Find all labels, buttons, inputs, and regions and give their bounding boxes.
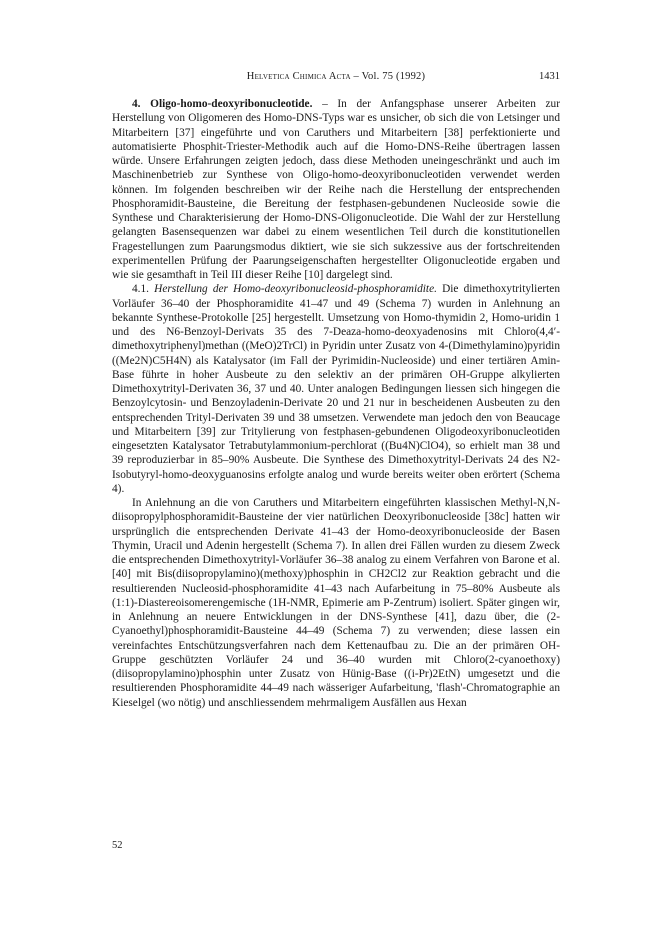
section-4-paragraph	[112, 97, 560, 282]
subsection-4-1-text-2: In Anlehnung an die von Caruthers und Mitarbeitern eingeführten klassischen Methyl-N,N-diisopropylphosphoramidit-Bausteine der vier natürlichen Deoxyribonucleoside [38c] hatten wir ursprünglich die entsprechenden Derivate 41–43 der Homo-deoxyribonucleoside der Basen Thymin, Uracil und Adenin hergestellt (Schema 7). In allen drei Fällen wurden zu diesem Zweck die entsprechenden Dimethoxytrityl-Vorläufer 36–38 analog zu einem Verfahren von Barone et al. [40] mit Bis(diisopropylamino)(methoxy)phosphin in CH2Cl2 zur Reaktion gebracht und die resultierenden Nucleosid-phosphoramidite 41–43 nach Aufarbeitung in 75–80% Ausbeute als (1:1)-Diastereoisomerengemische (1H-NMR, Epimerie am P-Zentrum) isoliert. Später gingen wir, in Anlehnung an neuere Entwicklungen in der DNS-Synthese [41], dazu über, die (2-Cyanoethyl)phosphoramidit-Bausteine 44–49 (Schema 7) zu verwenden; diese lassen ein vereinfachtes Entschützungsverfahren nach dem Kettenaufbau zu. Die an der primären OH-Gruppe geschützten Vorläufer 24 und 36–40 wurden mit Chloro(2-cyanoethoxy)(diisopropylamino)phosphin unter Zusatz von Hünig-Base ((i-Pr)2EtN) umgesetzt und die resultierenden Phosphoramidite 44–49 nach wässeriger Aufarbeitung, 'flash'-Chromatographie an Kieselgel (wo nötig) und anschliessendem mehrmaligem Ausfällen aus Hexan	[112, 497, 560, 709]
journal-citation	[112, 70, 560, 84]
subsection-4-1-text: Die dimethoxytritylierten Vorläufer 36–40 der Phosphoramidite 41–47 und 49 (Schema 7) wurden in Anlehnung an bekannte Synthese-Protokolle [25] hergestellt. Umsetzung von Homo-thymidin 2, Homo-uridin 1 und des N6-Benzoyl-Derivats 35 des 7-Deaza-homo-deoxyadenosins mit Chloro(4,4′-dimethoxytriphenyl)methan ((MeO)2TrCl) in Pyridin unter Zusatz von 4-(Dimethylamino)pyridin ((Me2N)C5H4N) als Katalysator (im Fall der Pyrimidin-Nucleoside) und einer tertiären Amin-Base führte in hoher Ausbeute zu den selektiv an der primären OH-Gruppe alkylierten Dimethoxytrityl-Derivaten 36, 37 und 40. Unter analogen Bedingungen liessen sich hingegen die Benzoylcytosin- und Benzoyladenin-Derivate 20 und 21 nur in bescheidenen Ausbeuten zu den entsprechenden Trityl-Derivaten 39 und 38 umsetzen. Verwendete man jedoch den von Beaucage und Mitarbeitern [39] zur Tritylierung von festphasen-gebundenen Oligodeoxyribonucleotiden eingesetzten Katalysator Tetrabutylammonium-perchlorat ((Bu4N)ClO4), so erhielt man 38 und 39 reproduzierbar in 85–90% Ausbeute. Die Synthese des Dimethoxytrityl-Derivats 24 des N2-Isobutyryl-homo-deoxyguanosins erfolgte analog und wurde bereits weiter oben erörtert (Schema 4).	[112, 283, 560, 495]
journal-volume: – Vol. 75 (1992)	[353, 71, 426, 82]
section-heading: 4. Oligo-homo-deoxyribonucleotide.	[132, 98, 313, 110]
running-header	[112, 70, 560, 84]
journal-name: Helvetica Chimica Acta	[246, 71, 351, 82]
page-number: 1431	[539, 71, 560, 82]
subsection-number: 4.1.	[132, 283, 150, 296]
article-body	[112, 97, 560, 710]
section-4-text: – In der Anfangsphase unserer Arbeiten zur Herstellung von Oligomeren des Homo-DNS-Typs war es unsicher, ob sich die von Letsinger und Mitarbeitern [37] eingeführte und von Caruthers und Mitarbeitern [38] perfektionierte und automatisierte Phosphit-Triester-Methodik auch auf die Homo-DNS-Reihe übertragen lassen würde. Unsere Erfahrungen zeigten jedoch, dass diese Methoden uneingeschränkt und auch im Maschinenbetrieb zur Synthese von Oligo-homo-deoxyribonucleotiden verwendet werden können. Im folgenden beschreiben wir der Reihe nach die Herstellung der entsprechenden Phosphoramidit-Bausteine, die Bereitung der festphasen-gebundenen Nucleoside sowie die Synthese und Charakterisierung der Homo-DNS-Oligonucleotide. Die Wahl der zur Herstellung gelangten Basensequenzen war dabei zu einem wesentlichen Teil durch die konstitutionellen Fragestellungen zum Paarungsmodus diktiert, wie sie sich sukzessive aus der fortschreitenden experimentellen Prüfung der Paarungseigenschaften hergestellter Oligonucleotide ergaben und wie sie gesamthaft in Teil III dieser Reihe [10] dargelegt sind.	[112, 98, 561, 281]
subsection-heading: Herstellung der Homo-deoxyribonucleosid-phosphoramidite.	[154, 283, 437, 296]
sheet-number: 52	[112, 840, 123, 851]
subsection-4-1-paragraph	[112, 282, 560, 496]
subsection-4-1-paragraph-2	[112, 496, 560, 710]
